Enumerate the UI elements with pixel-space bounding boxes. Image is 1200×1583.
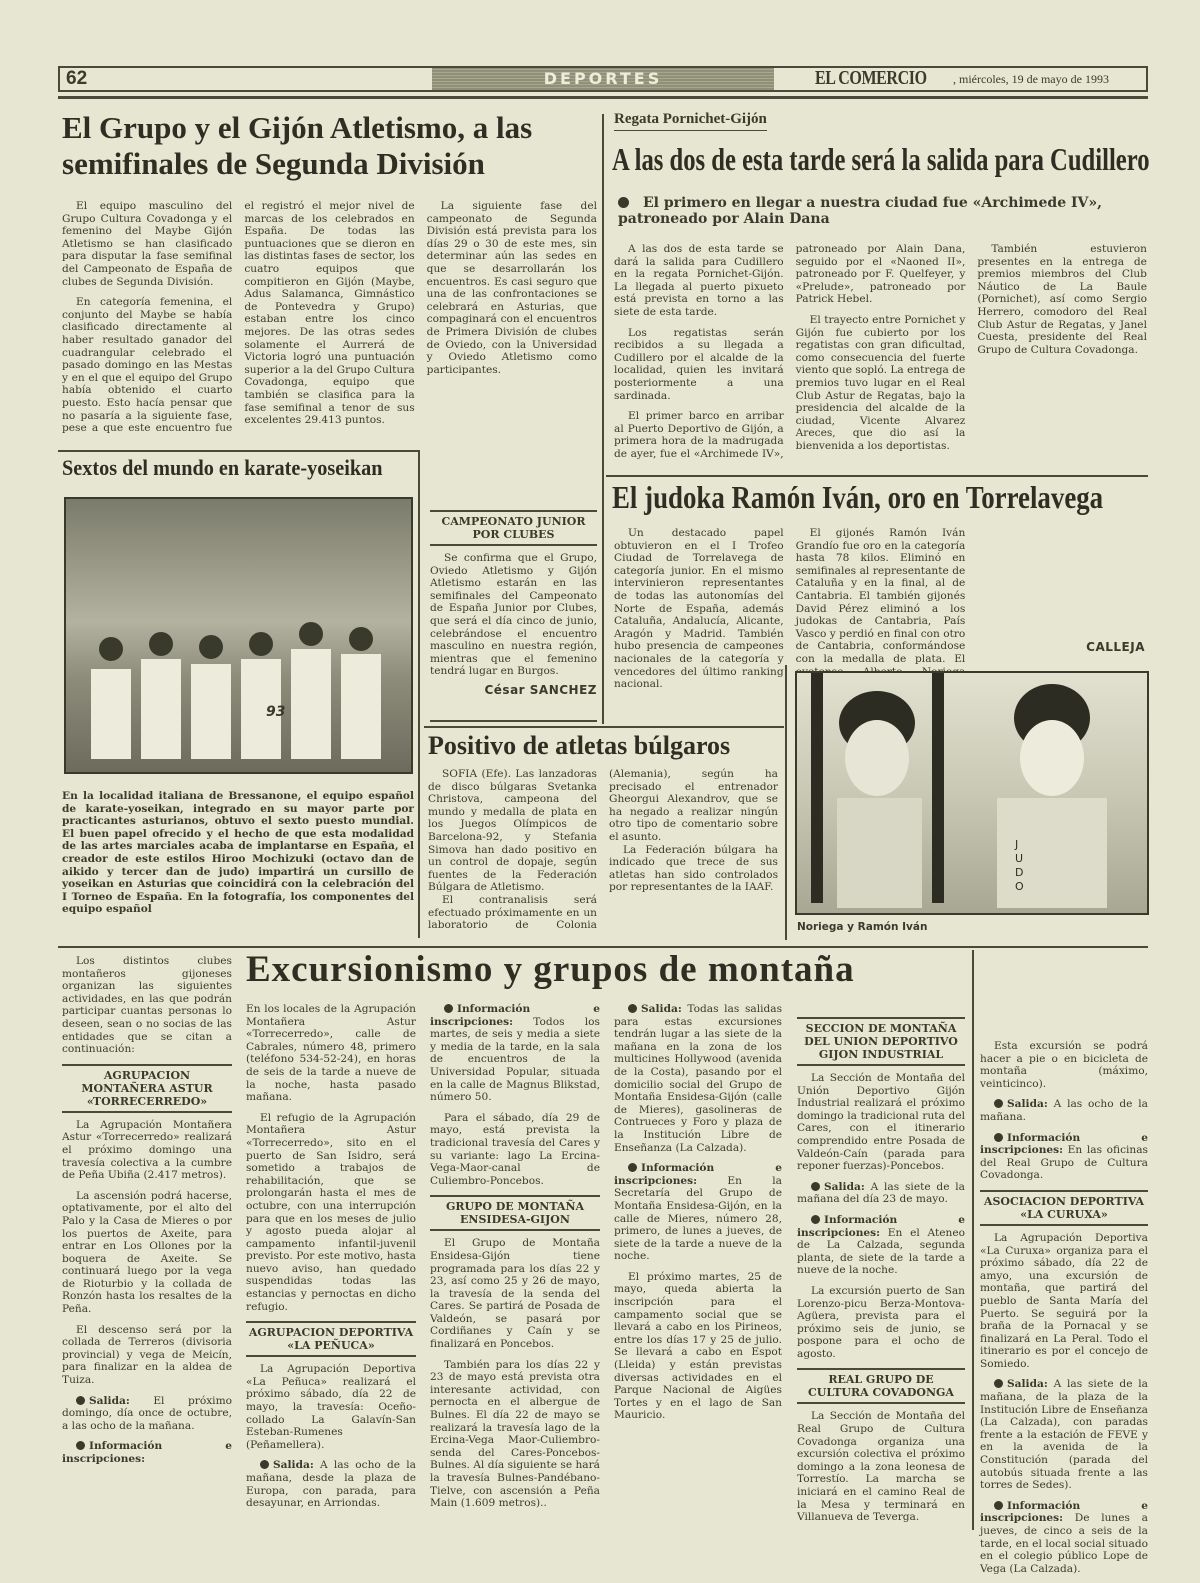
paragraph: La Sección de Montaña del Real Grupo de Cultura Covadonga organiza una excursión colectiva el próximo domingo a la zona leonesa de Torrestío. La marcha se iniciará en el camino Real de la Mesa y terminará en Villanueva de Teverga. (797, 1410, 965, 1524)
info-item: Información e inscripciones: Todos los martes, de seis y media a siete y media de la tarde, en la sala de encuentros de la Universidad Popular, situada en la calle de Magnus Blikstad, número 50. (430, 1003, 600, 1104)
paragraph: La Agrupación Deportiva «La Peñuca» realizará el próximo sábado, día 22 de mayo, la travesía: Oceño-collado La Galavín-San Esteban-Rumenes (Peñamellera). (246, 1363, 416, 1451)
paragraph: El descenso será por la collada de Terreros (divisoria provincial) y vega de Meicín, para finalizar en la aldea de Tuiza. (62, 1323, 232, 1387)
salida-item: Salida: Todas las salidas para estas excursiones tendrán lugar a las siete de la mañana en la zona de los multicines Hollywood (avenida de la Costa), pasando por el domicilio social del Grupo de Montaña Ensidesa-Gijón (calle de Mieres), gasolineras de Contrueces y Foro y plaza de la Institución Libre de Enseñanza (La Calzada). (614, 1003, 782, 1154)
bullet-icon (628, 1163, 637, 1172)
headline-grupo: El Grupo y el Gijón Atletismo, a las semifinales de Segunda División (62, 110, 533, 181)
judo-caption: Noriega y Ramón Iván (797, 921, 928, 933)
salida-item: Salida: A las siete de la mañana del día 23 de mayo. (797, 1180, 966, 1206)
info-item: Información e inscripciones: En las oficinas del Real Grupo de Cultura Covadonga. (980, 1131, 1148, 1182)
paragraph: El refugio de la Agrupación Montañera Astur «Torrecerredo», sito en el puerto de San Isidro, será sometido a trabajos de rehabilitación, que se prolongarán hasta el mes de octubre, con una interrupción para que en los meses de julio y agosto pueda alojar al campamento infantil-juvenil previsto. Por este motivo, hasta nuevo aviso, han quedado suspendidas todas las estancias y pernoctas en dicho refugio. (246, 1111, 416, 1313)
newspaper-logo: EL COMERCIO (815, 67, 927, 89)
paragraph: El primer barco en arribar al Puerto Deportivo de Gijón, a primera hora de la madrugada de ayer, fue el «Archimede IV», patroneado por Alain Dana, seguido por el «Naoned II», patroneado por F. Quelfeyer, y «Prelude», patroneado por Patrick Hebel. (614, 243, 966, 460)
article-grupo-body (62, 200, 597, 446)
rule (972, 950, 974, 1530)
karate-team-figures (66, 499, 411, 772)
paragraph: El gijonés Ramón Iván Grandío fue oro en la categoría hasta 78 kilos. Eliminó en semifinales al representante de Cataluña y en la final, al de Cantabria. El también gijonés David Pérez eliminó a los judokas de Cantabria, País Vasco y perdió en final con otro de Cantabria, conformándose con la medalla de plata. El (795, 527, 966, 665)
judo-figures (797, 673, 1147, 913)
section-name: DEPORTES (543, 69, 663, 88)
bullet-icon (811, 1182, 820, 1191)
paragraph: En categoría femenina, el conjunto del Maybe se había clasificado directamente al haber resultado ganador del cuadrangular celebrado el pasado domingo en las Mestas y en el que el equipo del Grupo había obtenido el cuarto puesto. Esto hacía pensar que no pasaría a la siguiente fase, pese a que este encuentro fue el registró el mejor nivel de marcas de los celebrados en España. De todas las puntuaciones que se dieron en las distintas fases de sector, los cuatro equipos que compitieron en Gijón (Maybe, Adus Salamanca, Gimnástico de Pontevedra y Grupo) estaban entre los cinco mejores. De las otras sedes solamente el Aurrerá de Victoria logró una puntuación superior a la del Grupo Cultura Covadonga, equipo que también se clasifica para la fase semifinal a tenor de sus excelentes 29.413 puntos. (62, 200, 415, 435)
subhead-curuxa: ASOCIACION DEPORTIVA «LA CURUXA» (980, 1190, 1148, 1226)
bullet-icon (994, 1379, 1003, 1388)
paragraph: El contranalisis será efectuado próximamente en un laboratorio de Colonia (Alemania), según ha precisado el entrenador Gheorgui Alexandrov, que se ha negado a realizar ningún otro tipo de comentario sobre el asunto. (428, 768, 778, 932)
paragraph: A las dos de esta tarde se dará la salida para Cudillero en la regata Pornichet-Gijón. La llegada al puerto pixueto está prevista en torno a las siete de esta tarde. (614, 243, 784, 318)
rule (424, 726, 784, 728)
info-item: Información e inscripciones: De lunes a jueves, de cinco a seis de la tarde, en el local social situado en el colegio público Lope de Vega (La Calzada). (980, 1499, 1148, 1575)
article-grupo-junior (430, 450, 597, 697)
paragraph: La Sección de Montaña del Unión Deportivo Gijón Industrial realizará el próximo domingo la tradicional ruta del Cares, con el itinerario comprendido entre Posada de Valdeón-Caín (parada para reponer fuerzas)-Poncebos. (797, 1072, 965, 1173)
rule (785, 665, 787, 940)
paragraph: Para el sábado, día 29 de mayo, está prevista la tradicional travesía del Cares y su variante: lago La Ercina-Vega-Maor-canal de Culiembro-Poncebos. (430, 1111, 600, 1187)
paragraph: Se confirma que el Grupo, Oviedo Atletismo y Gijón Atletismo estarán en las semifinales del Campeonato de España Junior por Clubes, que será el día cinco de junio, celebrándose el encuentro masculino en nuestra región, mientras que el femenino tendrá lugar en Burgos. (430, 552, 597, 678)
deck-text: El primero en llegar a nuestra ciudad fue «Archimede IV», patroneado por Alain Dana (618, 195, 1103, 227)
paragraph: La siguiente fase del campeonato de Segunda División está prevista para los días 29 o 30 de este mes, sin determinar aún las sedes en que se desarrollarán los encuentros. Es casi seguro que una de las confrontaciones se celebrará en Asturias, que compaginará con el encuentros de Primera División de clubes de Oviedo, con la Universidad y Oviedo Atletismo como participantes. (426, 200, 597, 376)
montana-col-3 (430, 1003, 600, 1518)
issue-date: , miércoles, 19 de mayo de 1993 (953, 72, 1109, 86)
article-regata-body (614, 243, 1147, 471)
paragraph: El trayecto entre Pornichet y Gijón fue cubierto por los regatistas con gran dificultad, como consecuencia del fuerte viento que sopló. La entrega de premios tuvo lugar en el Real Club Astur de Regatas, bajo la presidencia del alcalde de la ciudad, Vicente Alvarez Areces, que dio así la bienvenida a los deportistas. (795, 313, 966, 452)
subhead-junior: CAMPEONATO JUNIOR POR CLUBES (430, 510, 597, 546)
rule (418, 450, 420, 938)
paragraph: La ascensión podrá hacerse, optativamente, por el alto del Palo y la Casa de Mieres o por los puertos de Axeite, para entrar en Los Ollones por la boquera de Axeite. Se continuará luego por la vega de Rioturbio y la collada de Ronzón hasta los resaltes de la Peña. (62, 1189, 232, 1316)
info-text: En los locales de la Agrupación Montañera Astur «Torrecerredo», calle de Cabrales, número 48, primero (teléfono 534-52-24), en horas de seis de la tarde a nueve de la noche, hasta pasado mañana. (246, 1003, 416, 1104)
montana-col-5 (797, 1003, 965, 1532)
judo-photo (795, 671, 1149, 915)
salida-item: Salida: A las ocho de la mañana. (980, 1098, 1148, 1123)
info-item: Información e inscripciones: En el Ateneo de La Calzada, segunda planta, de siete de la tarde a nueve de la noche. (797, 1213, 965, 1277)
bullet-icon (444, 1004, 453, 1013)
headline-bulgaros: Positivo de atletas búlgaros (428, 731, 731, 760)
page-number: 62 (66, 68, 88, 89)
rule (602, 114, 604, 724)
paragraph: La Agrupación Deportiva «La Curuxa» organiza para el próximo sábado, día 22 de amyo, una excursión de montaña, que partirá del pueblo de Santa María del Puerto. Se seguirá por la braña de la Pornacal y se finalizará en La Peral. Todo el itinerario es por el concejo de Somiedo. (980, 1231, 1148, 1370)
montana-col-4 (614, 1003, 782, 1533)
headline-karate: Sextos del mundo en karate-yoseikan (62, 455, 383, 480)
bullet-icon (76, 1441, 85, 1450)
bullet-icon (994, 1501, 1003, 1510)
page-header (58, 66, 1148, 92)
paragraph: La excursión puerto de San Lorenzo-picu Berza-Montova-Agüera, prevista para el próximo seis de junio, se pospone para el ocho de agosto. (797, 1284, 965, 1360)
salida-item: Salida: A las siete de la mañana, de la plaza de la Institución Libre de Enseñanza (La Calzada), con paradas frente a la estación de FEVE y en la avenida de la Constitución (parada del autobús situada frente a las torres de Sedes). (980, 1378, 1149, 1492)
paragraph: SOFIA (Efe). Las lanzadoras de disco búlgaras Svetanka Christova, campeona del mundo y medalla de plata en los Juegos Olímpicos de Barcelona-92, y Stefania Simova han dado positivo en un control de dopaje, según fuentes de la Federación Búlgara de Atletismo. (428, 768, 597, 894)
salida-item: Salida: El próximo domingo, día once de octubre, a las ocho de la mañana. (62, 1394, 232, 1432)
article-bulgaros-body (428, 768, 778, 940)
paragraph: El próximo martes, 25 de mayo, queda abierta la inscripción para el campamento social que se llevará a cabo en los Pirineos, entre los días 17 y 25 de julio. Se llevará a cabo en Espot (Lleida) y están previstas diversas actividades en el Parque Nacional de Aigües Tortes y en el lago de San Mauricio. (614, 1270, 782, 1422)
byline-judo: CALLEJA (1086, 640, 1145, 654)
subhead-torrecerredo: AGRUPACION MONTAÑERA ASTUR «TORRECERREDO» (62, 1064, 232, 1113)
headline-judo: El judoka Ramón Iván, oro en Torrelavega (612, 479, 1104, 515)
kicker-regata: Regata Pornichet-Gijón (614, 110, 767, 131)
salida-item: Salida: A las ocho de la mañana, desde la plaza de Europa, con parada, para desayunar, en Arriondas. (246, 1459, 417, 1510)
karate-caption: En la localidad italiana de Bressanone, el equipo español de karate-yoseikan, integrado en su mayor parte por practicantes asturianos, obtuvo el sexto puesto mundial. El buen papel ofrecido y el hecho de que esta modalidad de las artes marciales acaba de implantarse en España, el creador de este estilos Hiroo Mochizuki (octavo dan de aikido y tercer dan de judo) impartirá un cursillo de yoseikan en Asturias que coincidirá con la celebración del I Torneo de España. En la fotografía, los componentes del equipo español (62, 790, 414, 916)
info-item: Información e inscripciones: En la Secretaría del Grupo de Montaña Ensidesa-Gijón, en la calle de Mieres, número 28, primero, de lunes a jueves, de siete de la tarde a nueve de la noche. (614, 1162, 782, 1263)
paragraph: El Grupo de Montaña Ensidesa-Gijón tiene programada para los días 22 y 23, así como 25 y 26 de mayo, la travesía de la senda del Cares. Se partirá de Posada de Valdeón, se pasará por Cordiñanes y Caín y se finalizará en Poncebos. (430, 1237, 600, 1351)
rule (58, 450, 418, 452)
montana-col-2 (246, 1003, 416, 1518)
subhead-penuca: AGRUPACION DEPORTIVA «LA PEÑUCA» (246, 1321, 416, 1357)
bullet-icon (994, 1133, 1003, 1142)
paragraph: La Federación búlgara ha indicado que trece de sus atletas han sido controlados por representantes de la IAAF. (609, 843, 778, 894)
paragraph: El equipo masculino del Grupo Cultura Covadonga y el femenino del Maybe Gijón Atletismo se han clasificado para disputar la fase semifinal del Campeonato de España de clubes de Segunda División. (62, 200, 233, 288)
bullet-icon (76, 1396, 85, 1405)
subhead-ensidesa: GRUPO DE MONTAÑA ENSIDESA-GIJON (430, 1195, 600, 1231)
karate-team-photo (64, 497, 413, 774)
bullet-icon (618, 197, 629, 208)
judo-jacket-letters: JUDO (1015, 838, 1024, 893)
paragraph: Los regatistas serán recibidos a su llegada a Cudillero por el alcalde de la localidad, quien les invitará posteriormente a una sardinada. (614, 326, 784, 402)
info-item: Información e inscripciones: (62, 1440, 232, 1465)
bullet-icon (994, 1099, 1003, 1108)
montana-col-1 (62, 955, 232, 1466)
paragraph: Un destacado papel obtuvieron en el I Trofeo Ciudad de Torrelavega de categoría junior. En el mismo intervinieron representantes de todas las autonomías del Norte de España, además Cataluña, Andalucía, Alicante, Aragón y Madrid. También hubo presencia de campeones nacionales de la categoría y vencedores del último ranking nacional. (614, 527, 784, 691)
subhead-real-grupo: REAL GRUPO DE CULTURA COVADONGA (797, 1368, 965, 1404)
header-rule (58, 96, 1148, 99)
montana-col-6 (980, 1040, 1148, 1583)
headline-montana: Excursionismo y grupos de montaña (246, 949, 855, 990)
paragraph: Esta excursión se podrá hacer a pie o en bicicleta de montaña (máximo, veinticinco). (980, 1040, 1148, 1090)
paragraph: La Agrupación Montañera Astur «Torrecerredo» realizará el próximo domingo una travesía colectiva a la cumbre de Peña Ubiña (2.417 metros). (62, 1118, 232, 1182)
paragraph: También estuvieron presentes en la entrega de premios miembros del Club Náutico de La Baule (Pornichet), así como Sergio Herrero, comodoro del Real Club Astur de Regatas, y Janel Cuesta, presidente del Real Grupo de Cultura Covadonga. (977, 243, 1147, 356)
deck-regata (618, 195, 1143, 227)
section-band (432, 68, 774, 90)
paragraph: También para los días 22 y 23 de mayo está prevista otra interesante actividad, con pernocta en el albergue de Bulnes. El día 22 de mayo se realizará la travesía lago de la Ercina-Vega Maor-Culiembro-senda del Cares-Poncebos-Bulnes. Al día siguiente se hará la travesía Bulnes-Pandébano-Tielve, con ascensión a Peña Main (1.609 metros).. (430, 1358, 600, 1510)
byline: César SANCHEZ (484, 682, 597, 697)
bullet-icon (628, 1004, 637, 1013)
headline-regata: A las dos de esta tarde será la salida para Cudillero (612, 141, 1150, 177)
bullet-icon (811, 1215, 820, 1224)
intro: Los distintos clubes montañeros gijoneses organizan las siguientes actividades, en las que podrán participar cuantas personas lo deseen, sean o no socias de las entidades que se citan a continuación: (62, 955, 232, 1056)
rule (430, 720, 597, 722)
bullet-icon (260, 1460, 269, 1469)
photo-sign-number: 93 (266, 704, 286, 720)
subhead-union-deportivo: SECCION DE MONTAÑA DEL UNION DEPORTIVO GIJON INDUSTRIAL (797, 1017, 965, 1066)
rule (606, 475, 1148, 477)
